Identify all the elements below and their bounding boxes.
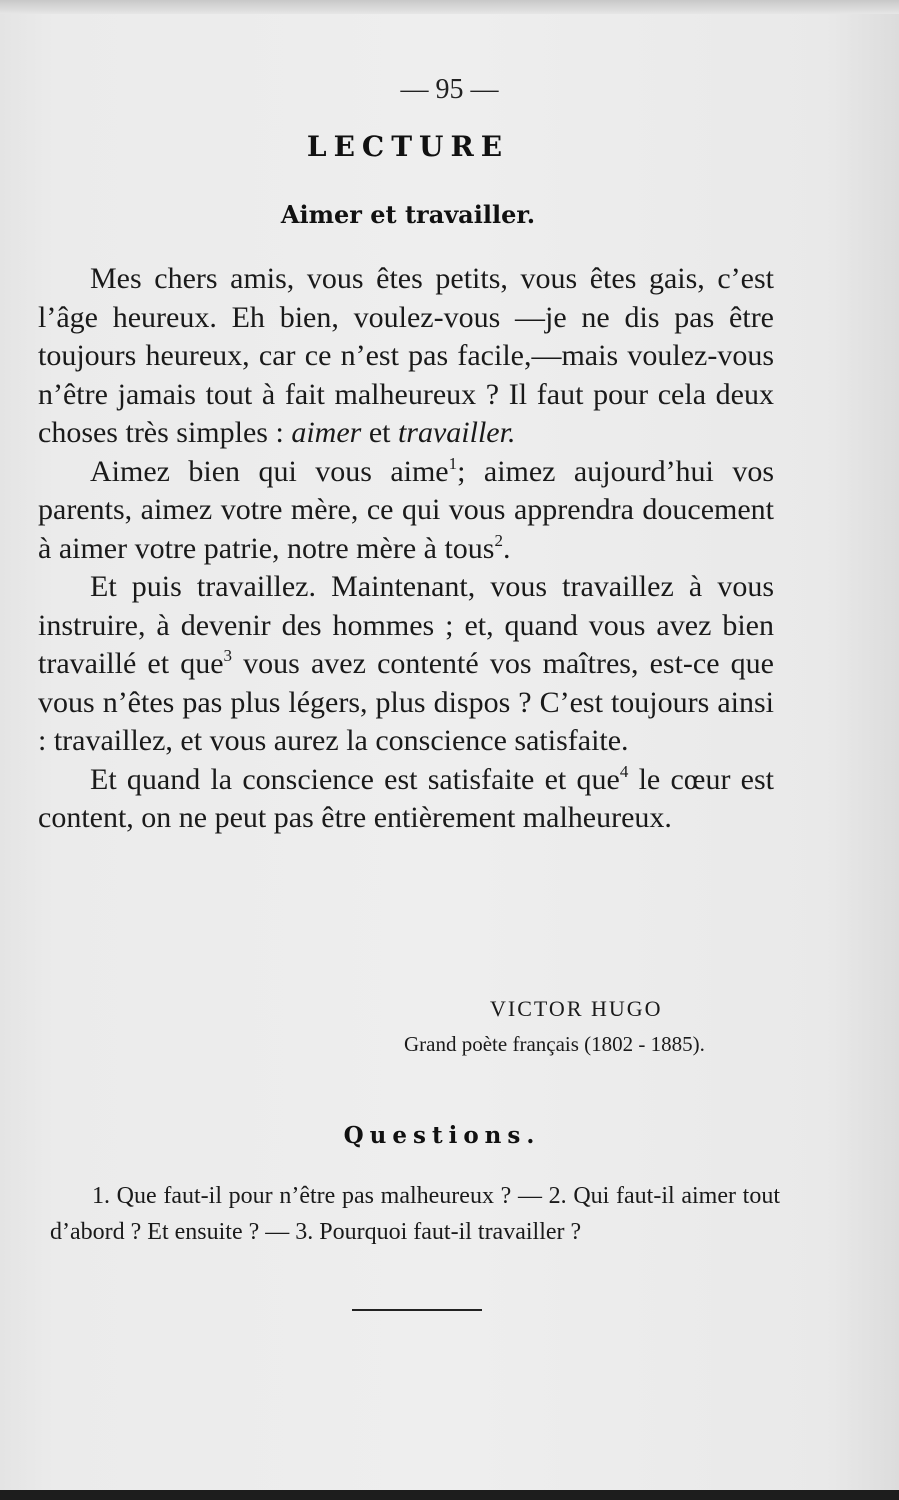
paragraph-3-text-a: Et puis travaillez. Maintenant, vous travaillez à vous instruire, à devenir des hommes ; et, quand vous avez bien travaillé et que — [38, 570, 774, 680]
paragraph-3-text-b: vous avez contenté vos maîtres, est-ce que vous n’êtes pas plus légers, plus dispos ? C’est toujours ainsi : travaillez, et vous aurez la conscience satisfaite. — [38, 647, 774, 757]
word-travailler: travailler. — [397, 416, 516, 449]
page-bottom-edge — [0, 1490, 899, 1500]
questions-block — [50, 1178, 780, 1250]
paragraph-4 — [38, 761, 774, 838]
author-name: VICTOR HUGO — [490, 996, 663, 1021]
reading-text — [38, 260, 774, 838]
paragraph-1-text: Mes chers amis, vous êtes petits, vous êtes gais, c’est l’âge heureux. Eh bien, voulez-vous —je ne dis pas être toujours heureux, car ce n’est pas facile,—mais voulez-vous n’être jamais tout à fait malheureux ? Il faut pour cela deux choses très simples : — [38, 262, 774, 449]
footnote-ref-3: 3 — [223, 646, 233, 666]
word-et: et — [361, 416, 398, 449]
page-number: — 95 — — [400, 74, 499, 105]
paragraph-2-text-c: . — [502, 531, 511, 565]
lecture-subtitle: Aimer et travailler. — [280, 200, 536, 229]
word-aimer: aimer — [291, 416, 362, 449]
paragraph-2 — [38, 453, 774, 569]
page-top-edge — [0, 0, 899, 14]
paragraph-3 — [38, 568, 774, 761]
questions-heading: Questions. — [343, 1122, 541, 1149]
section-divider — [352, 1309, 482, 1311]
paragraph-4-text-b: le cœur est content, on ne peut pas être entièrement malheureux. — [38, 762, 774, 834]
paragraph-2-text-b: ; aimez aujourd’hui vos parents, aimez votre mère, ce qui vous apprendra doucement à aimer votre patrie, notre mère à tous — [38, 454, 774, 565]
footnote-ref-1: 1 — [448, 453, 458, 473]
author-description: Grand poète français (1802 - 1885). — [404, 1032, 705, 1056]
paragraph-1 — [38, 260, 774, 453]
lecture-title: LECTURE — [306, 130, 510, 163]
footnote-ref-4: 4 — [619, 761, 629, 781]
footnote-ref-2: 2 — [494, 530, 503, 550]
paragraph-2-text-a: Aimez bien qui vous aime — [90, 454, 449, 488]
paragraph-4-text-a: Et quand la conscience est satisfaite et que — [90, 762, 620, 796]
questions-text: 1. Que faut-il pour n’être pas malheureux ? — 2. Qui faut-il aimer tout d’abord ? Et ensuite ? — 3. Pourquoi faut-il travailler ? — [50, 1183, 780, 1245]
